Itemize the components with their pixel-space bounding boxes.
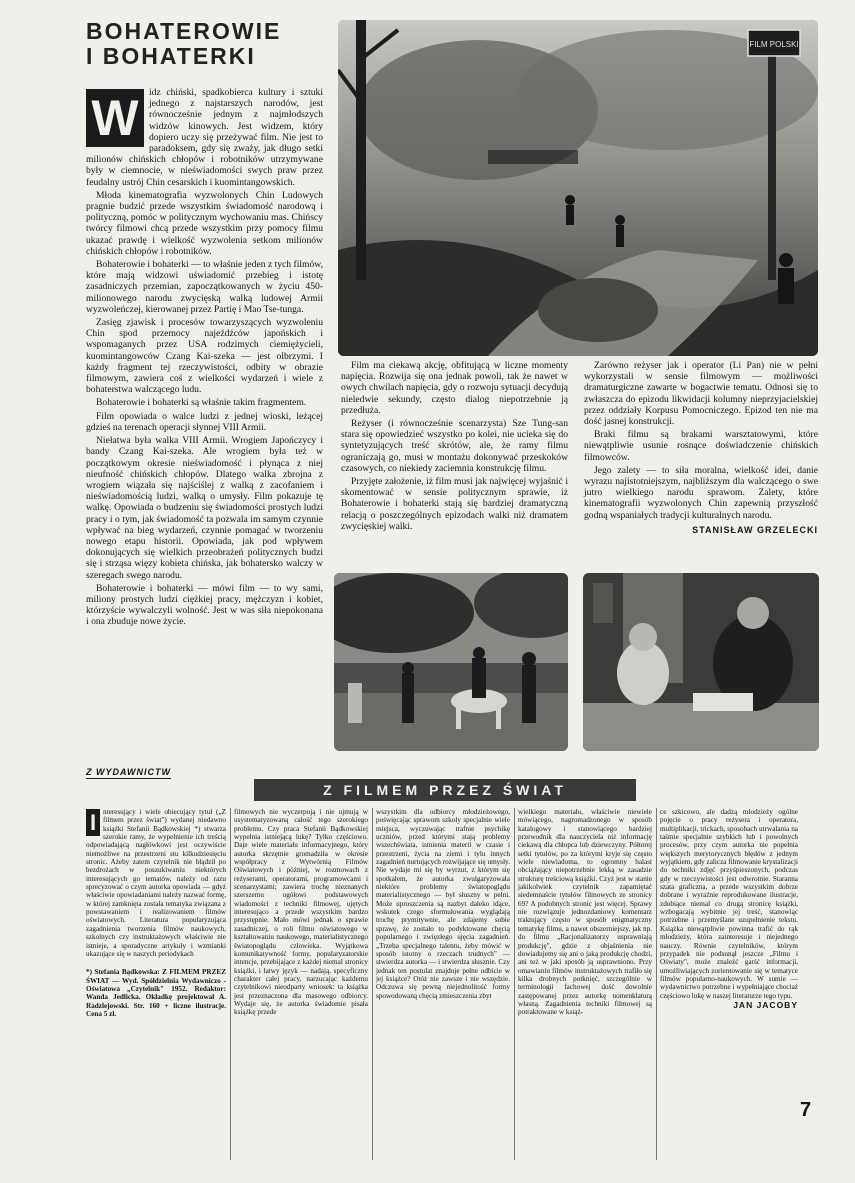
review-footnote: *) Stefania Bądkowska: Z FILMEM PRZEZ ŚWIAT — Wyd. Spółdzielnia Wydawniczo - Oświatowa „Czytelnik" 1952. Redaktor: Wanda Jedlicka. Okładkę projektował A. Radzlejowski. Str. 160 + liczne ilustracje. Cena 5 zł. [86, 968, 226, 1018]
article-paragraph: idz chiński, spadkobierca kultury i sztuki jednego z najstarszych narodów, jest równocześnie jednym z najmłodszych widzów kinowych. Jest widzem, który dopiero uczy się przeżywać film. Nie jest to paradoksem, gdy się zważy, jak długo setki milionów chińskich chłopów i robotników utrzymywane były w ciemnocie, w nieświadomości swych praw przez feudalny ustrój Chin cesarskich i kuomintangowskich. [86, 87, 323, 188]
article-paragraph: Młoda kinematografia wyzwolonych Chin Ludowych pragnie budzić przede wszystkim świadomość narodową i polityczną, pomóc w politycznym wychowaniu mas. Chińscy twórcy filmowi chcą przede wszystkim przy pomocy filmu ukazać prawdę i wielkość wyzwolenia setkom milionów chińskich chłopów i robotników. [86, 189, 323, 257]
article-paragraph: Film opowiada o walce ludzi z jednej wioski, leżącej gdzieś na terenach operacji słynnej VIII Armii. [86, 410, 323, 433]
article-paragraph: Zasięg zjawisk i procesów towarzyszących wyzwoleniu Chin spod przemocy najeźdźców japońskich i wspomaganych przez USA rodzimych ciemiężycieli, kuomintangowców Czang Kai-szeka — jest olbrzymi. I każdy fragment tej rzeczywistości, odbity w obrazie filmowym, zawiera coś z wielkości wydarzeń i wiele z bohaterstwa walczącego ludu. [86, 317, 323, 396]
article-column-1 [86, 87, 323, 630]
column-divider [372, 808, 373, 1160]
battle-scene-image [338, 20, 818, 356]
article-signature: STANISŁAW GRZELECKI [692, 524, 818, 535]
review-text: ce szkicowo, ale dadzą młodzieży ogólne pojęcie o pracy reżysera i operatora, multiplikacji, trickach, sposobach utrwalania na taśmie specjalnie szybkich lub i powolnych procesów, przy czym autorka nie popełnia większych merytorycznych błędów z jednym wyjątkiem, gdy zalicza filmowanie krystalizacji do techniki zdjęć przyśpieszonych, podczas gdy w rzeczywistości jest odwrotnie. Staranna szata graficzna, a przede wszystkim dobrze dobrane i wyraźnie reprodukowane ilustracje, zdobiące niemal co drugą stronicę książki, wzbogacają wybitnie jej treść, stanowiąc potrzebne i przemyślane uzupełnienie tekstu. Książka niewątpliwie powinna trafić do rąk młodzieży, która zainteresuje i niejednego nauczy. Równie czytelników, którym przypadek nie podsunął jeszcze „Filmu i Oświaty", może znaleźć garść informacji, umożliwiających zorientowanie się w tematyce filmów popularno-naukowych. W sumie — wydawnictwo potrzebne i wypełniające chociaż częściowo lukę w naszej literaturze tego typu. [660, 808, 798, 1000]
column-divider [230, 808, 231, 1160]
review-text: filmowych nie wyczerpują i nie ujmują w usystematyzowaną całość tego szerokiego problemu. Czy praca Stefanii Bądkowskiej wypełnia istniejącą lukę? Tylko częściowo. Daje wiele materiału informacyjnego, który autorka skrzętnie gromadziła w okresie współpracy z Wytwórnią Filmów Oświatowych i później, w rozmowach z reżyserami, operatorami, programowcami i scenarzystami; zawiera trochę nieznanych szerszemu ogółowi podstawowych wiadomości z techniki filmowej, ujętych interesująco a przede wszystkim bardzo przystępnie. Mało mówi jednak o sprawie zasadniczej, o roli filmu oświatowego w kształtowaniu naukowego, materialistycznego światopoglądu człowieka. Wyjątkowa komunikatywność formy, popularyzatorskie intencje, przebijające z każdej niemal stronicy książki, i łatwy język — nadają, specyficzny charakter całej pracy, narzucając każdemu czytelnikowi nieodparty wniosek: ta książka jest przeznaczona dla masowego odbiorcy. Wydaje się, że autorka świadomie pisała książkę przede [234, 808, 368, 1017]
officers-table-image [583, 573, 819, 751]
article-paragraph: Braki filmu są brakami warsztatowymi, które niewątpliwie usunie rosnące doświadczenie chińskich filmowców. [584, 429, 818, 463]
main-film-photo [338, 20, 818, 356]
review-signature: JAN JACOBY [733, 999, 798, 1010]
article-paragraph: Niełatwa była walka VIII Armii. Wrogiem Japończycy i bandy Czang Kai-szeka. Ale wrogiem była też w początkowym okresie nieświadomość i płynąca z niej nieufność chińskich chłopów. Dlatego walka zbrojna z wrogiem wiązała się najściślej z walką z zacofaniem i nieświadomością ludzi, walką o umysły. Film pokazuje tę walkę. Opowiada o budzeniu się świadomości prostych ludzi pracy i o tym, jak świadomość ta pozwala im samym czynnie wpływać na bieg wydarzeń, czynnie pomagać w tworzeniu nowego etapu historii. Opowiada, jak pod wpływem dokonujących się wielkich przeobrażeń politycznych budzi się i strząsa więzy kobieta chińska, jak bohatersko walczy w szeregach swego narodu. [86, 435, 323, 581]
article-title-line1: BOHATEROWIE [86, 18, 282, 44]
review-text: wszystkim dla odbiorcy młodzieżowego, poświęcając sprawom szkoły specjalnie wiele miejsca, wyczuwając trafnie psychikę uczniów, przed którymi stają problemy wszechświata, istnienia materii w czasie i przestrzeni, życia na ziemi i tylu innych zagadnień nurtujących rozwijające się umysły. Nie wydaje mi się by wyrzut, z którym się spotkałem, że autorka zwulgaryzowała niektóre problemy światopoglądu materialistycznego — był słuszny w pełni. Może uproszczenia są nazbyt daleko idące, wskutek czego sformułowania wyglądają trochę prymitywnie, ale zdajemy sobie sprawę, że zostało to podyktowane chęcią popularnego i zwięzłego ujęcia zagadnień. „Trzeba specjalnego talentu, żeby mówić w sposób istotny o rzeczach trudnych" — stwierdza autorka — i stwierdza słusznie. Czy jednak ten postulat znajduje pełne odbicie w jej książce? Otóż nie zawsze i nie wszędzie. Odczuwa się pewną niejednolitość formy spowodowaną chęcią zmieszczenia zbyt [376, 808, 510, 1000]
column-divider [514, 808, 515, 1160]
dropcap: W [86, 89, 144, 147]
article-paragraph: Film ma ciekawą akcję, obfitującą w liczne momenty napięcia. Rozwija się ona jednak powoli, tak że nawet w owych chwilach napięcia, gdy o rozwoju sytuacji decydują nieledwie sekundy, często dialog niepotrzebnie ją przedłuża. [341, 360, 568, 416]
film-polski-label: FILM POLSKI [749, 40, 799, 49]
review-dropcap: I [86, 809, 100, 836]
review-column-4 [518, 808, 652, 1018]
interior-scene-photo [583, 573, 819, 751]
review-text: nteresujący i wiele obiecujący tytuł („Z filmem przez świat") wydanej niedawno książki Stefanii Bądkowskiej *) stwarza szerokie ramy, że wypełnienie ich treścią odpowiadającą nagłówkowi jest oczywiście niemożliwe na przestrzeni stu kilkudziesięciu stronic. Ażeby zatem czytelnik nie błądził po bezdrożach w poszukiwaniu niektórych interesujących go tematów, należy od razu sprecyzować o czym autorka opowiada — gdyż właściwie opowiadaniami należy nazwać formę, w której zamknięta została tematyka związana z powstawaniem i realizowaniem filmów oświatowych. Literatura popularyzująca zagadnienia tworzenia filmów naukowych, szkolnych czy instruktażowych właściwie nie istnieje, a sporadyczne artykuły i wzmianki ukazujące się w naszych periodykach [86, 808, 226, 958]
article-column-3 [584, 360, 818, 536]
article-column-2 [341, 360, 568, 534]
article-paragraph: Zarówno reżyser jak i operator (Li Pan) nie w pełni wykorzystali w sensie filmowym — możliwości dramaturgiczne zawarte w bogactwie tematu. Odnosi się to zwłaszcza do epizodu likwidacji kolumny nieprzyjacielskiej przez oddziały Korpusu Pomocniczego. Epizod ten nie ma dość jasnej konstrukcji. [584, 360, 818, 428]
column-divider [656, 808, 657, 1160]
article-title [86, 20, 321, 68]
article-paragraph: Bohaterowie i bohaterki — to właśnie jeden z tych filmów, które mają widzowi uświadomić przebieg i istotę zasadniczych przemian, zapoczątkowanych w życiu 450-milionowego narodu zwycięską walką ludowej Armii wyzwoleńczej, kierowanej przez Partię i Mao Tse-tunga. [86, 259, 323, 315]
article-paragraph: Bohaterowie i bohaterki — mówi film — to wy sami, miliony prostych ludzi ciężkiej pracy, mężczyzn i kobiet, którzyście wywalczyli wolność. Jest w was siła niepokonana i ona zbuduje nowe życie. [86, 582, 323, 628]
page-number: 7 [800, 1099, 812, 1121]
review-column-5 [660, 808, 798, 1009]
article-paragraph: Jego zalety — to siła moralna, wielkość idei, danie wyrazu najistotniejszym, najbliższym dla walczącego o swe jutro wielkiego narodu sprawom. Zalety, które kinematografii wyzwolonych Chin zapewnią przyszłość godną wspaniałych tradycji kulturalnych narodu. [584, 464, 818, 521]
review-text: wielkiego materiału, właściwie niewiele mówiącego, nagromadzonego w sposób katalogowy i stanowiącego bardziej przewodnik dla nauczyciela niż informację ciekawą dla chłopca lub dziewczyny. Półtorej setki tytułów, po za którymi kryje się często wiele niewiadoma, to ogromny balast obciążający niepotrzebnie lekką w zasadzie strukturę treściową książki. Czyż jest w stanie jakikolwiek czytelnik zapamiętać siedemnaście tytułów filmowych ze stronicy 69? A podobnych stronic jest więcej. Sprawy nie rozwiązuje jednozdaniowy komentarz traktujący często w sposób enigmatyczny tematykę filmu, a nawet obszerniejszy, jak np. do filmu „Racjonalizatorzy usprawniają produkcję", gdzie z objaśnienia nie dowiadujemy się ani o jaką produkcję chodzi, ani też w jaki sposób ją usprawniono. Przy omawianiu filmów instruktażowych trafiło się kilka drobnych potknięć, szczególnie w terminologii fachowej dość dowolnie zastępowanej przez autorkę nomenklaturą własną. Zagadnienia techniki filmowej są potraktowane w książ- [518, 808, 652, 1017]
article-title-line2: I BOHATERKI [86, 43, 256, 69]
review-column-3 [376, 808, 510, 1001]
review-column-2 [234, 808, 368, 1018]
village-scene-photo [334, 573, 568, 751]
horse-rider-image [334, 573, 568, 751]
section-label: Z WYDAWNICTW [86, 767, 171, 777]
article-paragraph: Przyjęte założenie, iż film musi jak najwięcej wyjaśnić i skomentować w sensie politycznym sprawie, iż Bohaterowie i bohaterki stają się bardziej dramatyczną relacją o poszczególnych epizodach walki niż dramatem zwycięskiej walki. [341, 476, 568, 532]
review-column-1 [86, 808, 226, 1019]
article-paragraph: Bohaterowie i bohaterki są właśnie takim fragmentem. [96, 397, 307, 409]
article-paragraph: Reżyser (i równocześnie scenarzysta) Sze Tung-san stara się opowiedzieć wszystko po kolei, nie ucieka się do syntetyzujących treść skrótów, ale, że ramy filmu ograniczają go, musi w montażu dokonywać przeskoków czasowych, co niekiedy zaciemnia konstrukcję filmu. [341, 418, 568, 474]
section-banner: Z FILMEM PRZEZ ŚWIAT [254, 779, 636, 801]
